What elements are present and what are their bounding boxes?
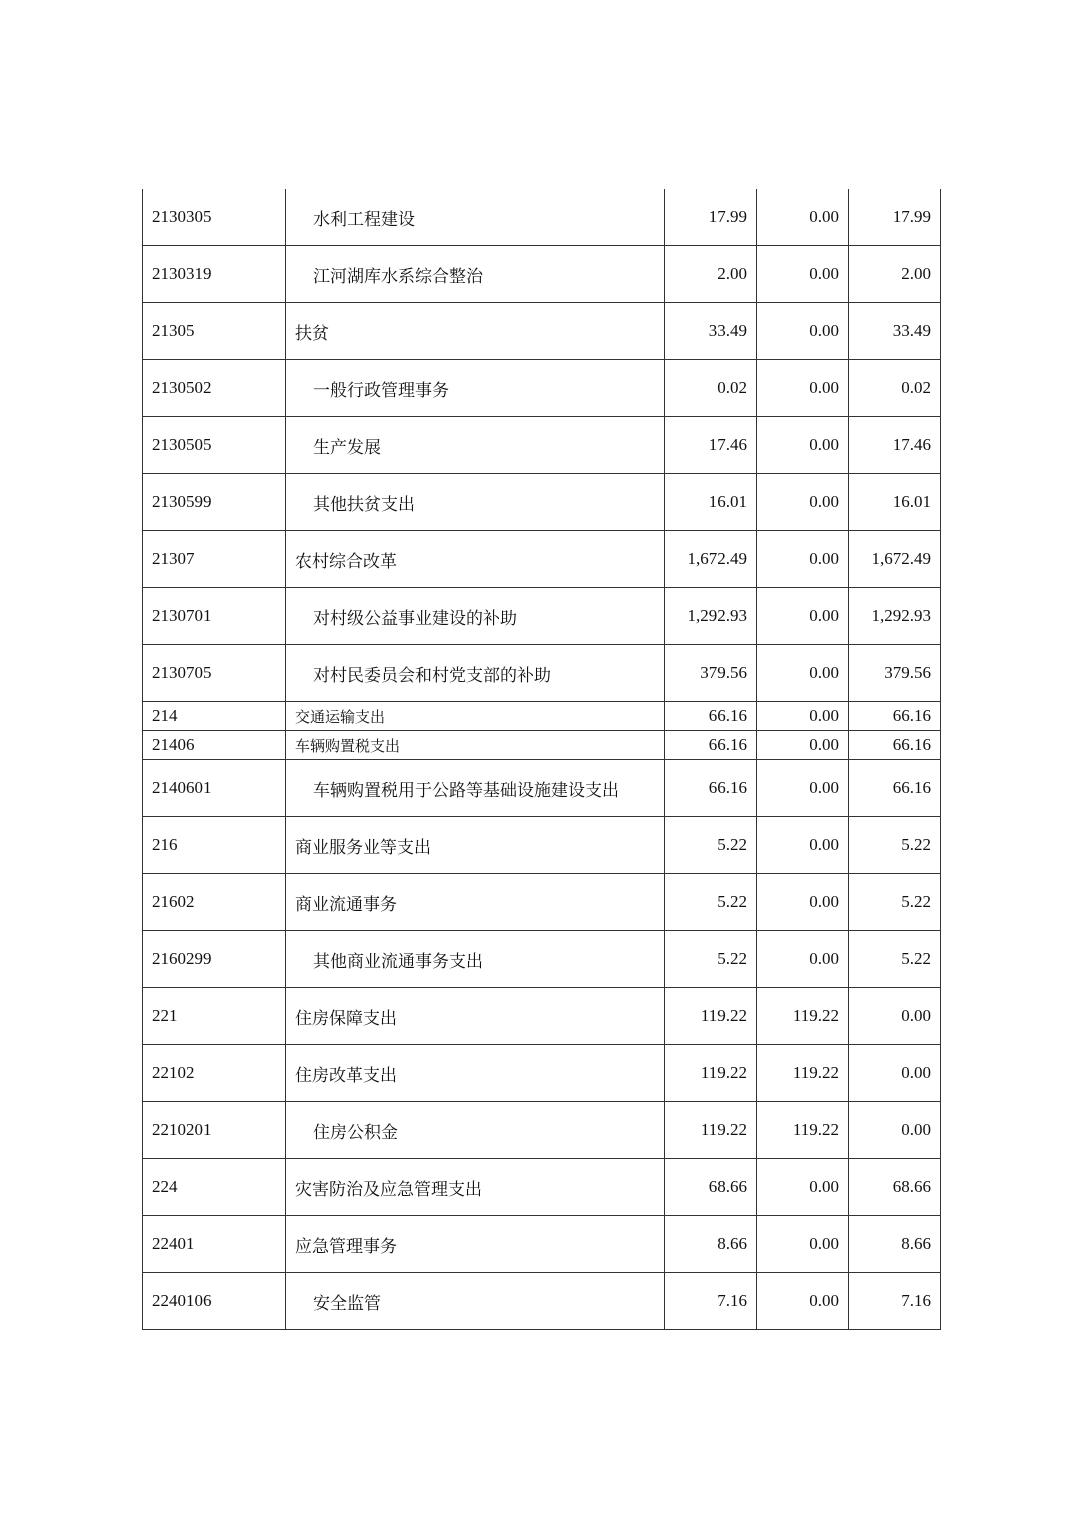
table-body xyxy=(143,189,941,1330)
row-project: 7.16 xyxy=(849,1273,941,1330)
row-project: 66.16 xyxy=(849,731,941,760)
row-total: 1,292.93 xyxy=(665,588,757,645)
row-name: 商业服务业等支出 xyxy=(286,817,665,874)
row-basic: 0.00 xyxy=(757,303,849,360)
row-project: 68.66 xyxy=(849,1159,941,1216)
table-row xyxy=(143,645,941,702)
row-basic: 119.22 xyxy=(757,1045,849,1102)
row-project: 0.02 xyxy=(849,360,941,417)
row-code: 21305 xyxy=(143,303,286,360)
table-row xyxy=(143,474,941,531)
row-name: 一般行政管理事务 xyxy=(286,360,665,417)
table-row xyxy=(143,1045,941,1102)
row-code: 214 xyxy=(143,702,286,731)
row-total: 119.22 xyxy=(665,1102,757,1159)
row-total: 0.02 xyxy=(665,360,757,417)
row-code: 2130505 xyxy=(143,417,286,474)
row-total: 2.00 xyxy=(665,246,757,303)
row-basic: 0.00 xyxy=(757,588,849,645)
row-total: 5.22 xyxy=(665,874,757,931)
row-name: 车辆购置税支出 xyxy=(286,731,665,760)
row-code: 2210201 xyxy=(143,1102,286,1159)
row-project: 8.66 xyxy=(849,1216,941,1273)
table-row xyxy=(143,931,941,988)
row-code: 2130701 xyxy=(143,588,286,645)
row-code: 221 xyxy=(143,988,286,1045)
row-name: 江河湖库水系综合整治 xyxy=(286,246,665,303)
row-total: 68.66 xyxy=(665,1159,757,1216)
row-basic: 0.00 xyxy=(757,1273,849,1330)
row-project: 1,292.93 xyxy=(849,588,941,645)
row-basic: 0.00 xyxy=(757,731,849,760)
row-basic: 0.00 xyxy=(757,360,849,417)
row-basic: 0.00 xyxy=(757,246,849,303)
row-project: 0.00 xyxy=(849,988,941,1045)
table-row xyxy=(143,1273,941,1330)
row-code: 2130599 xyxy=(143,474,286,531)
row-code: 2160299 xyxy=(143,931,286,988)
row-name: 农村综合改革 xyxy=(286,531,665,588)
table-row xyxy=(143,588,941,645)
row-code: 21406 xyxy=(143,731,286,760)
row-basic: 0.00 xyxy=(757,1159,849,1216)
table-row xyxy=(143,1216,941,1273)
table-row xyxy=(143,817,941,874)
row-basic: 0.00 xyxy=(757,1216,849,1273)
row-total: 66.16 xyxy=(665,760,757,817)
row-code: 2140601 xyxy=(143,760,286,817)
row-name: 对村民委员会和村党支部的补助 xyxy=(286,645,665,702)
row-basic: 0.00 xyxy=(757,189,849,246)
table-row xyxy=(143,702,941,731)
row-project: 5.22 xyxy=(849,817,941,874)
row-name: 安全监管 xyxy=(286,1273,665,1330)
row-name: 交通运输支出 xyxy=(286,702,665,731)
row-basic: 0.00 xyxy=(757,702,849,731)
row-code: 2130502 xyxy=(143,360,286,417)
row-basic: 0.00 xyxy=(757,874,849,931)
table-row xyxy=(143,417,941,474)
table-row xyxy=(143,189,941,246)
row-total: 66.16 xyxy=(665,702,757,731)
row-basic: 119.22 xyxy=(757,1102,849,1159)
row-name: 灾害防治及应急管理支出 xyxy=(286,1159,665,1216)
row-name: 住房保障支出 xyxy=(286,988,665,1045)
row-basic: 119.22 xyxy=(757,988,849,1045)
row-project: 1,672.49 xyxy=(849,531,941,588)
row-total: 33.49 xyxy=(665,303,757,360)
row-code: 2130305 xyxy=(143,189,286,246)
table-row xyxy=(143,246,941,303)
row-total: 1,672.49 xyxy=(665,531,757,588)
table-row xyxy=(143,988,941,1045)
row-project: 5.22 xyxy=(849,931,941,988)
row-basic: 0.00 xyxy=(757,474,849,531)
row-total: 5.22 xyxy=(665,931,757,988)
row-project: 66.16 xyxy=(849,760,941,817)
table-row xyxy=(143,360,941,417)
row-total: 17.46 xyxy=(665,417,757,474)
row-project: 2.00 xyxy=(849,246,941,303)
row-total: 17.99 xyxy=(665,189,757,246)
row-name: 扶贫 xyxy=(286,303,665,360)
row-name: 其他扶贫支出 xyxy=(286,474,665,531)
row-basic: 0.00 xyxy=(757,531,849,588)
table-row xyxy=(143,1159,941,1216)
row-code: 2130705 xyxy=(143,645,286,702)
row-project: 17.46 xyxy=(849,417,941,474)
row-basic: 0.00 xyxy=(757,645,849,702)
table-row xyxy=(143,731,941,760)
row-name: 应急管理事务 xyxy=(286,1216,665,1273)
row-total: 5.22 xyxy=(665,817,757,874)
row-name: 车辆购置税用于公路等基础设施建设支出 xyxy=(286,760,665,817)
table-row xyxy=(143,760,941,817)
row-code: 22102 xyxy=(143,1045,286,1102)
row-basic: 0.00 xyxy=(757,760,849,817)
row-basic: 0.00 xyxy=(757,417,849,474)
row-total: 8.66 xyxy=(665,1216,757,1273)
row-name: 生产发展 xyxy=(286,417,665,474)
row-project: 16.01 xyxy=(849,474,941,531)
row-total: 7.16 xyxy=(665,1273,757,1330)
row-name: 商业流通事务 xyxy=(286,874,665,931)
row-code: 22401 xyxy=(143,1216,286,1273)
row-basic: 0.00 xyxy=(757,817,849,874)
table-row xyxy=(143,531,941,588)
row-name: 住房公积金 xyxy=(286,1102,665,1159)
table-row xyxy=(143,303,941,360)
table-row xyxy=(143,874,941,931)
budget-table xyxy=(142,189,941,1330)
row-basic: 0.00 xyxy=(757,931,849,988)
row-name: 其他商业流通事务支出 xyxy=(286,931,665,988)
row-total: 379.56 xyxy=(665,645,757,702)
row-total: 119.22 xyxy=(665,988,757,1045)
row-name: 住房改革支出 xyxy=(286,1045,665,1102)
table-row xyxy=(143,1102,941,1159)
row-code: 21602 xyxy=(143,874,286,931)
row-code: 21307 xyxy=(143,531,286,588)
row-code: 2240106 xyxy=(143,1273,286,1330)
row-project: 17.99 xyxy=(849,189,941,246)
row-code: 2130319 xyxy=(143,246,286,303)
row-project: 0.00 xyxy=(849,1102,941,1159)
row-total: 119.22 xyxy=(665,1045,757,1102)
row-name: 对村级公益事业建设的补助 xyxy=(286,588,665,645)
row-total: 66.16 xyxy=(665,731,757,760)
row-total: 16.01 xyxy=(665,474,757,531)
row-project: 33.49 xyxy=(849,303,941,360)
row-code: 224 xyxy=(143,1159,286,1216)
row-project: 379.56 xyxy=(849,645,941,702)
row-project: 5.22 xyxy=(849,874,941,931)
row-code: 216 xyxy=(143,817,286,874)
row-project: 0.00 xyxy=(849,1045,941,1102)
row-project: 66.16 xyxy=(849,702,941,731)
row-name: 水利工程建设 xyxy=(286,189,665,246)
